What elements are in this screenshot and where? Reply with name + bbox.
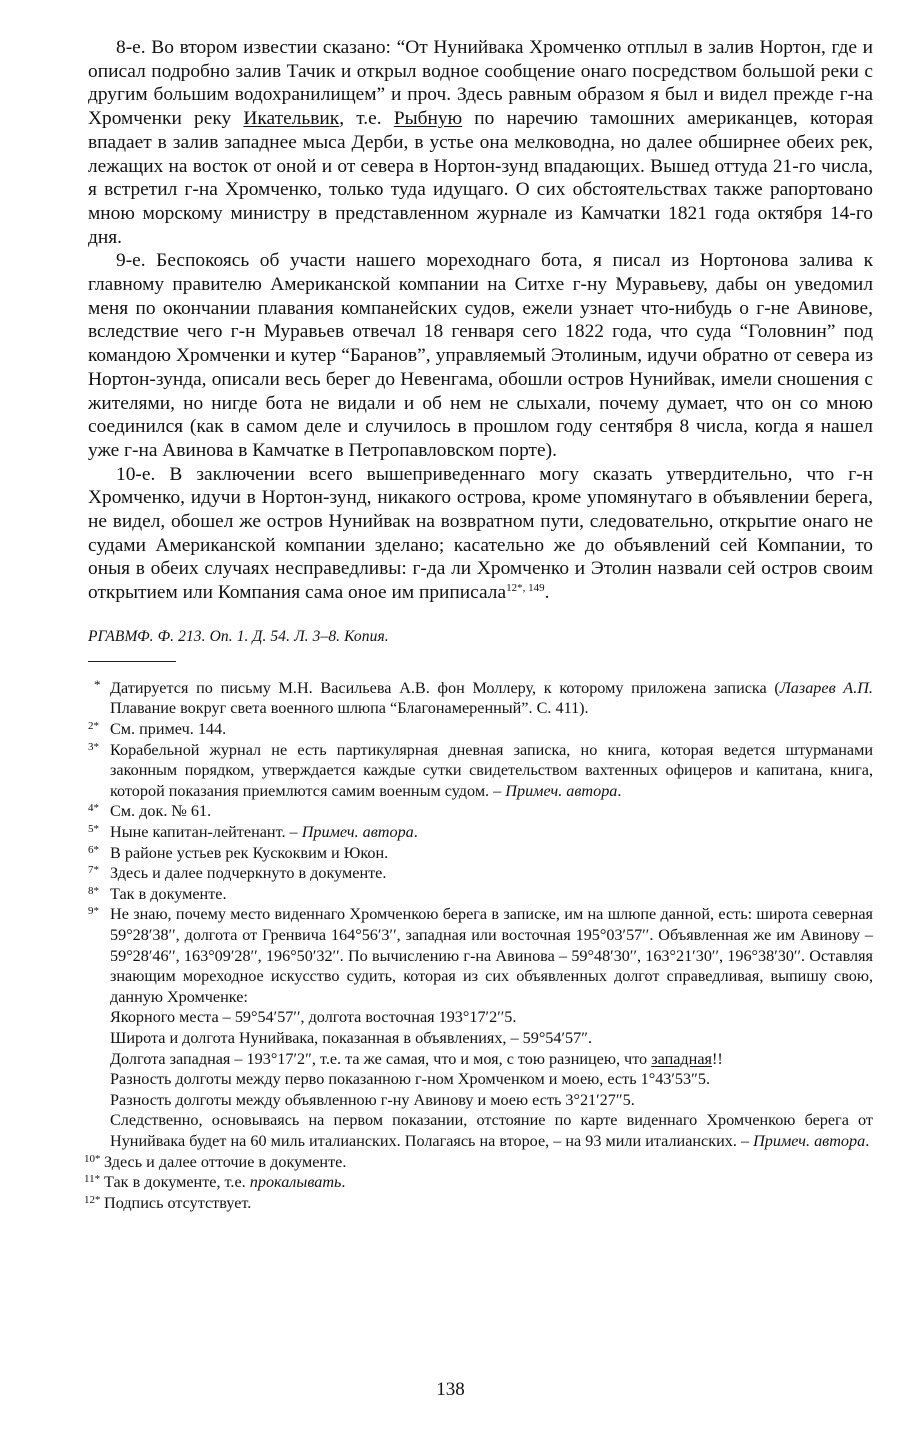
anchor-position-line: Якорного места – 59°54′57′′, долгота восточная 193°17′2′′5. xyxy=(110,1008,517,1027)
footnote-divider xyxy=(88,661,176,662)
footnote-5: 5* Ныне капитан-лейтенант. – Примеч. автора. xyxy=(88,823,418,842)
paragraph-10: 10-е. В заключении всего вышеприведеннаго могу сказать утвердительно, что г-н Хромченко, идучи в Нортон-зунд, никакого острова, кроме упомянутаго в объявлении берега, не видел, обошел же остров Нунийвак на возвратном пути, следовательно, открытие онаго не судами Американской компании зделано; касательно же до объявлений сей Компании, то оныя в обеих случаях несправедливы: г-да ли Хромченко и Этолин назвали сей остров своим открытием или Компания сама оное им приписала$^{12*, 149}$. xyxy=(88,463,873,604)
document-page xyxy=(84,36,873,1213)
paragraph-8: 8-е. Во втором известии сказано: “От Нунийвака Хромченко отплыл в залив Нортон, где и описал подробно залив Тачик и открыл водное сообщение онаго посредством большой реки с другим большим водохранилищем” и проч. Здесь равным образом я был и видел прежде г-на Хромченки реку Икательвик, т.е. Рыбную по наречию тамошних американцев, которая впадает в залив западнее мыса Дерби, в устье она мелководна, но далее обширнее обеих рек, лежащих на восток от оной и от севера в Нортон-зунд впадающих. Вышед оттуда 21-го числа, я встретил г-на Хромченко, только туда идущаго. О сих обстоятельствах также рапортовано мною морскому министру в представленном журнале из Камчатки 1821 года октября 14-го дня. xyxy=(88,37,873,248)
footnote-3: 3* Корабельной журнал не есть партикулярная дневная записка, но книга, которая ведется штурманами законным порядком, утверждается каждые сутки свидетельством вахтенных офицеров и капитана, книга, которой показания приемлются самим военным судом. – Примеч. автора. xyxy=(88,740,873,800)
footnote-10: 10* Здесь и далее отточие в документе. xyxy=(84,1152,347,1171)
nuniwak-position-line: Широта и долгота Нунийвака, показанная в объявлениях, – 59°54′57″. xyxy=(110,1028,593,1047)
footnote-1: * Датируется по письму М.Н. Васильева А.В. фон Моллеру, к которому приложена записка (Лазарев А.П. Плавание вокруг света военного шлюпа “Благонамеренный”. С. 411). xyxy=(94,676,873,718)
longitude-diff-line-1: Разность долготы между перво показанною г-ном Хромченком и моею, есть 1°43′53″5. xyxy=(110,1070,710,1089)
footnote-12: 12* Подпись отсутствует. xyxy=(84,1193,252,1212)
main-text xyxy=(88,36,873,605)
footnote-9: 9* Не знаю, почему место виденнаго Хромченкою берега в записке, им на шлюпе данной, есть: широта северная 59°28′38′′, долгота от Гренвича 164°56′3′′, западная или восточная 195°03′57′′. Объявленная же им Авинову – 59°28′46′′, 163°09′28′′, 196°50′32′′. По вычислению г-на Авинова – 59°48′30′′, 163°21′30′′, 196°38′30′′. Оставляя знающим мореходное искусство судить, которая из сих объявленных долгот справедливая, выпишу свою, данную Хромченке: Якорного места – 59°54′57′′, долгота восточная 193°17′2′′5. Широта и долгота Нунийвака, показанная в объявлениях, – 59°54′57″. Долгота западная – 193°17′2″, т.е. та же самая, что и моя, с тою разницею, что западная!! Разность долготы между перво показанною г-ном Хромченком и моею, есть 1°43′53″5. Разность долготы между объявленною г-ну Авинову и моею есть 3°21′27″5. Следственно, основываясь на первом показании, отстояние по карте виденнаго Хромченкою берега от Нунийвака будет на 60 миль италианских. Полагаясь на второе, – на 93 мили италианских. – Примеч. автора. xyxy=(88,905,873,1150)
west-longitude-line: Долгота западная – 193°17′2″, т.е. та же самая, что и моя, с тою разницею, что западная!! xyxy=(110,1049,723,1068)
conclusion-line: Следственно, основываясь на первом показании, отстояние по карте виденнаго Хромченкою берега от Нунийвака будет на 60 миль италианских. Полагаясь на второе, – на 93 мили италианских. – Примеч. автора. xyxy=(110,1111,873,1150)
footnote-ref: 12*, 149 xyxy=(506,582,545,595)
footnote-2: 2* См. примеч. 144. xyxy=(88,720,227,739)
underlined-river-name: Икательвик xyxy=(243,108,340,130)
paragraph-9: 9-е. Беспокоясь об участи нашего мореходнаго бота, я писал из Нортонова залива к главному правителю Американской компании на Ситхе г-ну Муравьеву, дабы он уведомил меня по окончании плавания компанейских судов, ежели узнает что-нибудь о г-не Авинове, вследствие чего г-н Муравьев отвечал 18 генваря сего 1822 года, что суда “Головнин” под командою Хромченки и кутер “Баранов”, управляемый Этолиным, идучи обратно от севера из Нортон-зунда, описали весь берег до Невенгама, обошли остров Нунийвак, имели сношения с жителями, но нигде бота не видали и об нем не слыхали, почему думает, что он со мною соединился (как в самом деле и случилось в прошлом году сентября 8 числа, когда я нашел уже г-на Авинова в Камчатке в Петропавловском порте). xyxy=(88,250,873,461)
footnote-7: 7* Здесь и далее подчеркнуто в документе. xyxy=(88,864,387,883)
footnote-4: 4* См. док. № 61. xyxy=(88,802,212,821)
page-number: 138 xyxy=(436,1379,465,1400)
longitude-diff-line-2: Разность долготы между объявленною г-ну Авинову и моею есть 3°21′27″5. xyxy=(110,1090,635,1109)
footnote-6: 6* В районе устьев рек Кускоквим и Юкон. xyxy=(88,843,389,862)
footnote-11: 11* Так в документе, т.е. прокалывать. xyxy=(84,1173,346,1192)
underlined-river-translation: Рыбную xyxy=(393,108,463,130)
footnote-8: 8* Так в документе. xyxy=(88,884,227,903)
archive-source: РГАВМФ. Ф. 213. Оп. 1. Д. 54. Л. 3–8. Копия. xyxy=(88,627,389,645)
footnotes xyxy=(84,676,873,1213)
